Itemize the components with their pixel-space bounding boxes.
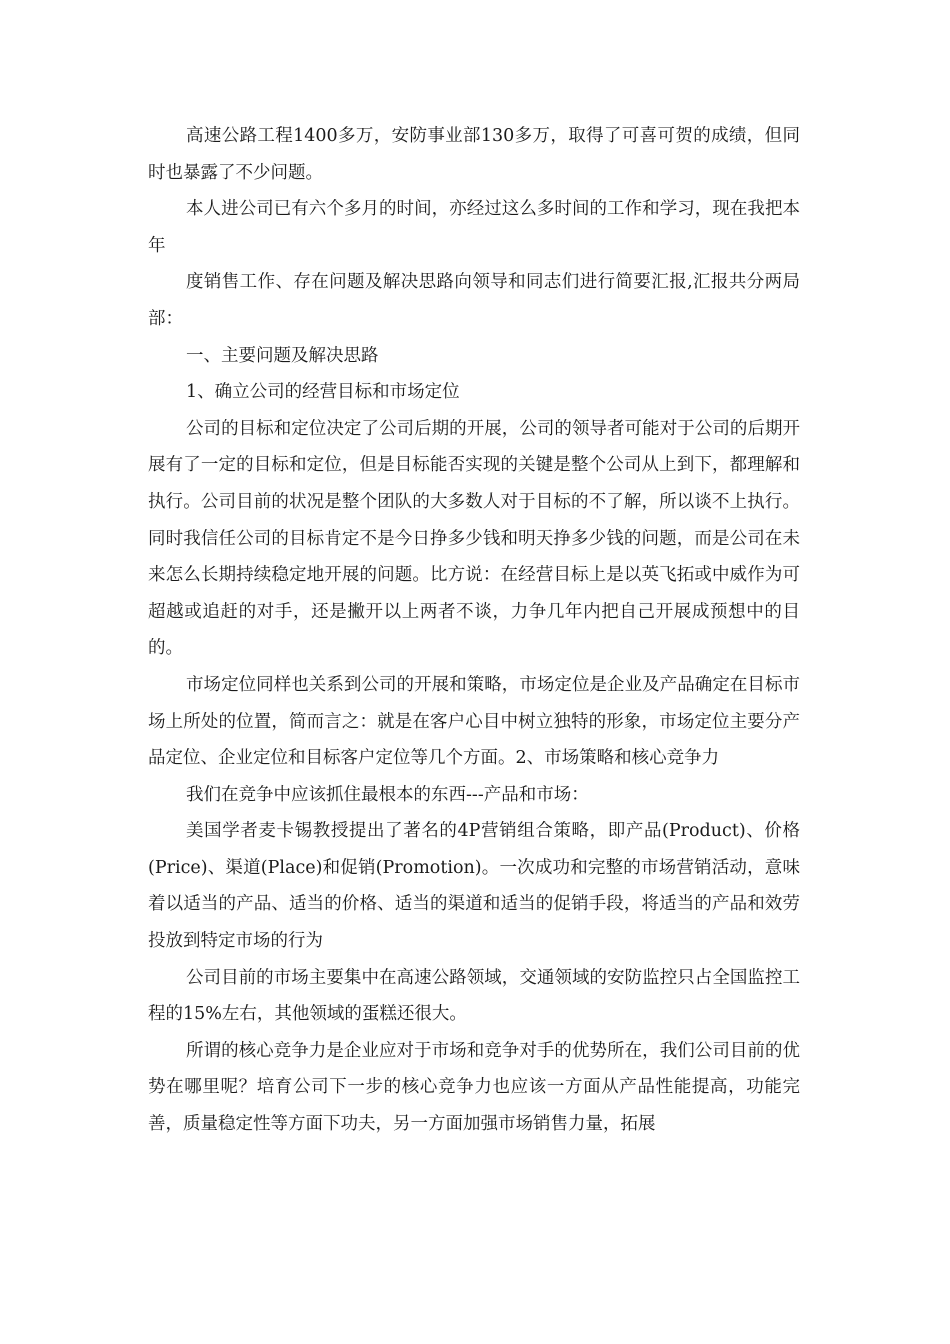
paragraph: 所谓的核心竞争力是企业应对于市场和竞争对手的优势所在，我们公司目前的优势在哪里呢？培育公司下一步的核心竞争力也应该一方面从产品性能提高，功能完善，质量稳定性等方面下功夫，另一方面加强市场销售力量，拓展 [148, 1040, 800, 1135]
paragraph: 高速公路工程1400多万，安防事业部130多万，取得了可喜可贺的成绩，但同时也暴露了不少问题。 [148, 126, 800, 183]
subsection-heading: 1、确立公司的经营目标和市场定位 [186, 382, 460, 403]
paragraph: 我们在竞争中应该抓住最根本的东西---产品和市场： [186, 784, 589, 805]
paragraph: 公司的目标和定位决定了公司后期的开展，公司的领导者可能对于公司的后期开展有了一定的目标和定位，但是目标能否实现的关键是整个公司从上到下，都理解和执行。公司目前的状况是整个团队的大多数人对于目标的不了解，所以谈不上执行。同时我信任公司的目标肯定不是今日挣多少钱和明天挣多少钱的问题，而是公司在未来怎么长期持续稳定地开展的问题。比方说：在经营目标上是以英飞拓或中威作为可超越或追赶的对手，还是撇开以上两者不谈，力争几年内把自己开展成预想中的目的。 [148, 418, 800, 659]
paragraph: 公司目前的市场主要集中在高速公路领域，交通领域的安防监控只占全国监控工程的15%左右，其他领域的蛋糕还很大。 [148, 967, 800, 1025]
paragraph: 美国学者麦卡锡教授提出了著名的4P营销组合策略，即产品(Product)、价格(Price)、渠道(Place)和促销(Promotion)。一次成功和完整的市场营销活动，意味着以适当的产品、适当的价格、适当的渠道和适当的促销手段，将适当的产品和效劳投放到特定市场的行为 [148, 821, 800, 952]
paragraph: 度销售工作、存在问题及解决思路向领导和同志们进行简要汇报,汇报共分两局部： [148, 272, 800, 329]
section-heading: 一、主要问题及解决思路 [186, 345, 379, 366]
paragraph: 本人进公司已有六个多月的时间，亦经过这么多时间的工作和学习，现在我把本年 [148, 199, 800, 256]
paragraph: 市场定位同样也关系到公司的开展和策略，市场定位是企业及产品确定在目标市场上所处的位置，简而言之：就是在客户心目中树立独特的形象，市场定位主要分产品定位、企业定位和目标客户定位等几个方面。2、市场策略和核心竞争力 [148, 674, 800, 769]
document-body [148, 118, 800, 1143]
